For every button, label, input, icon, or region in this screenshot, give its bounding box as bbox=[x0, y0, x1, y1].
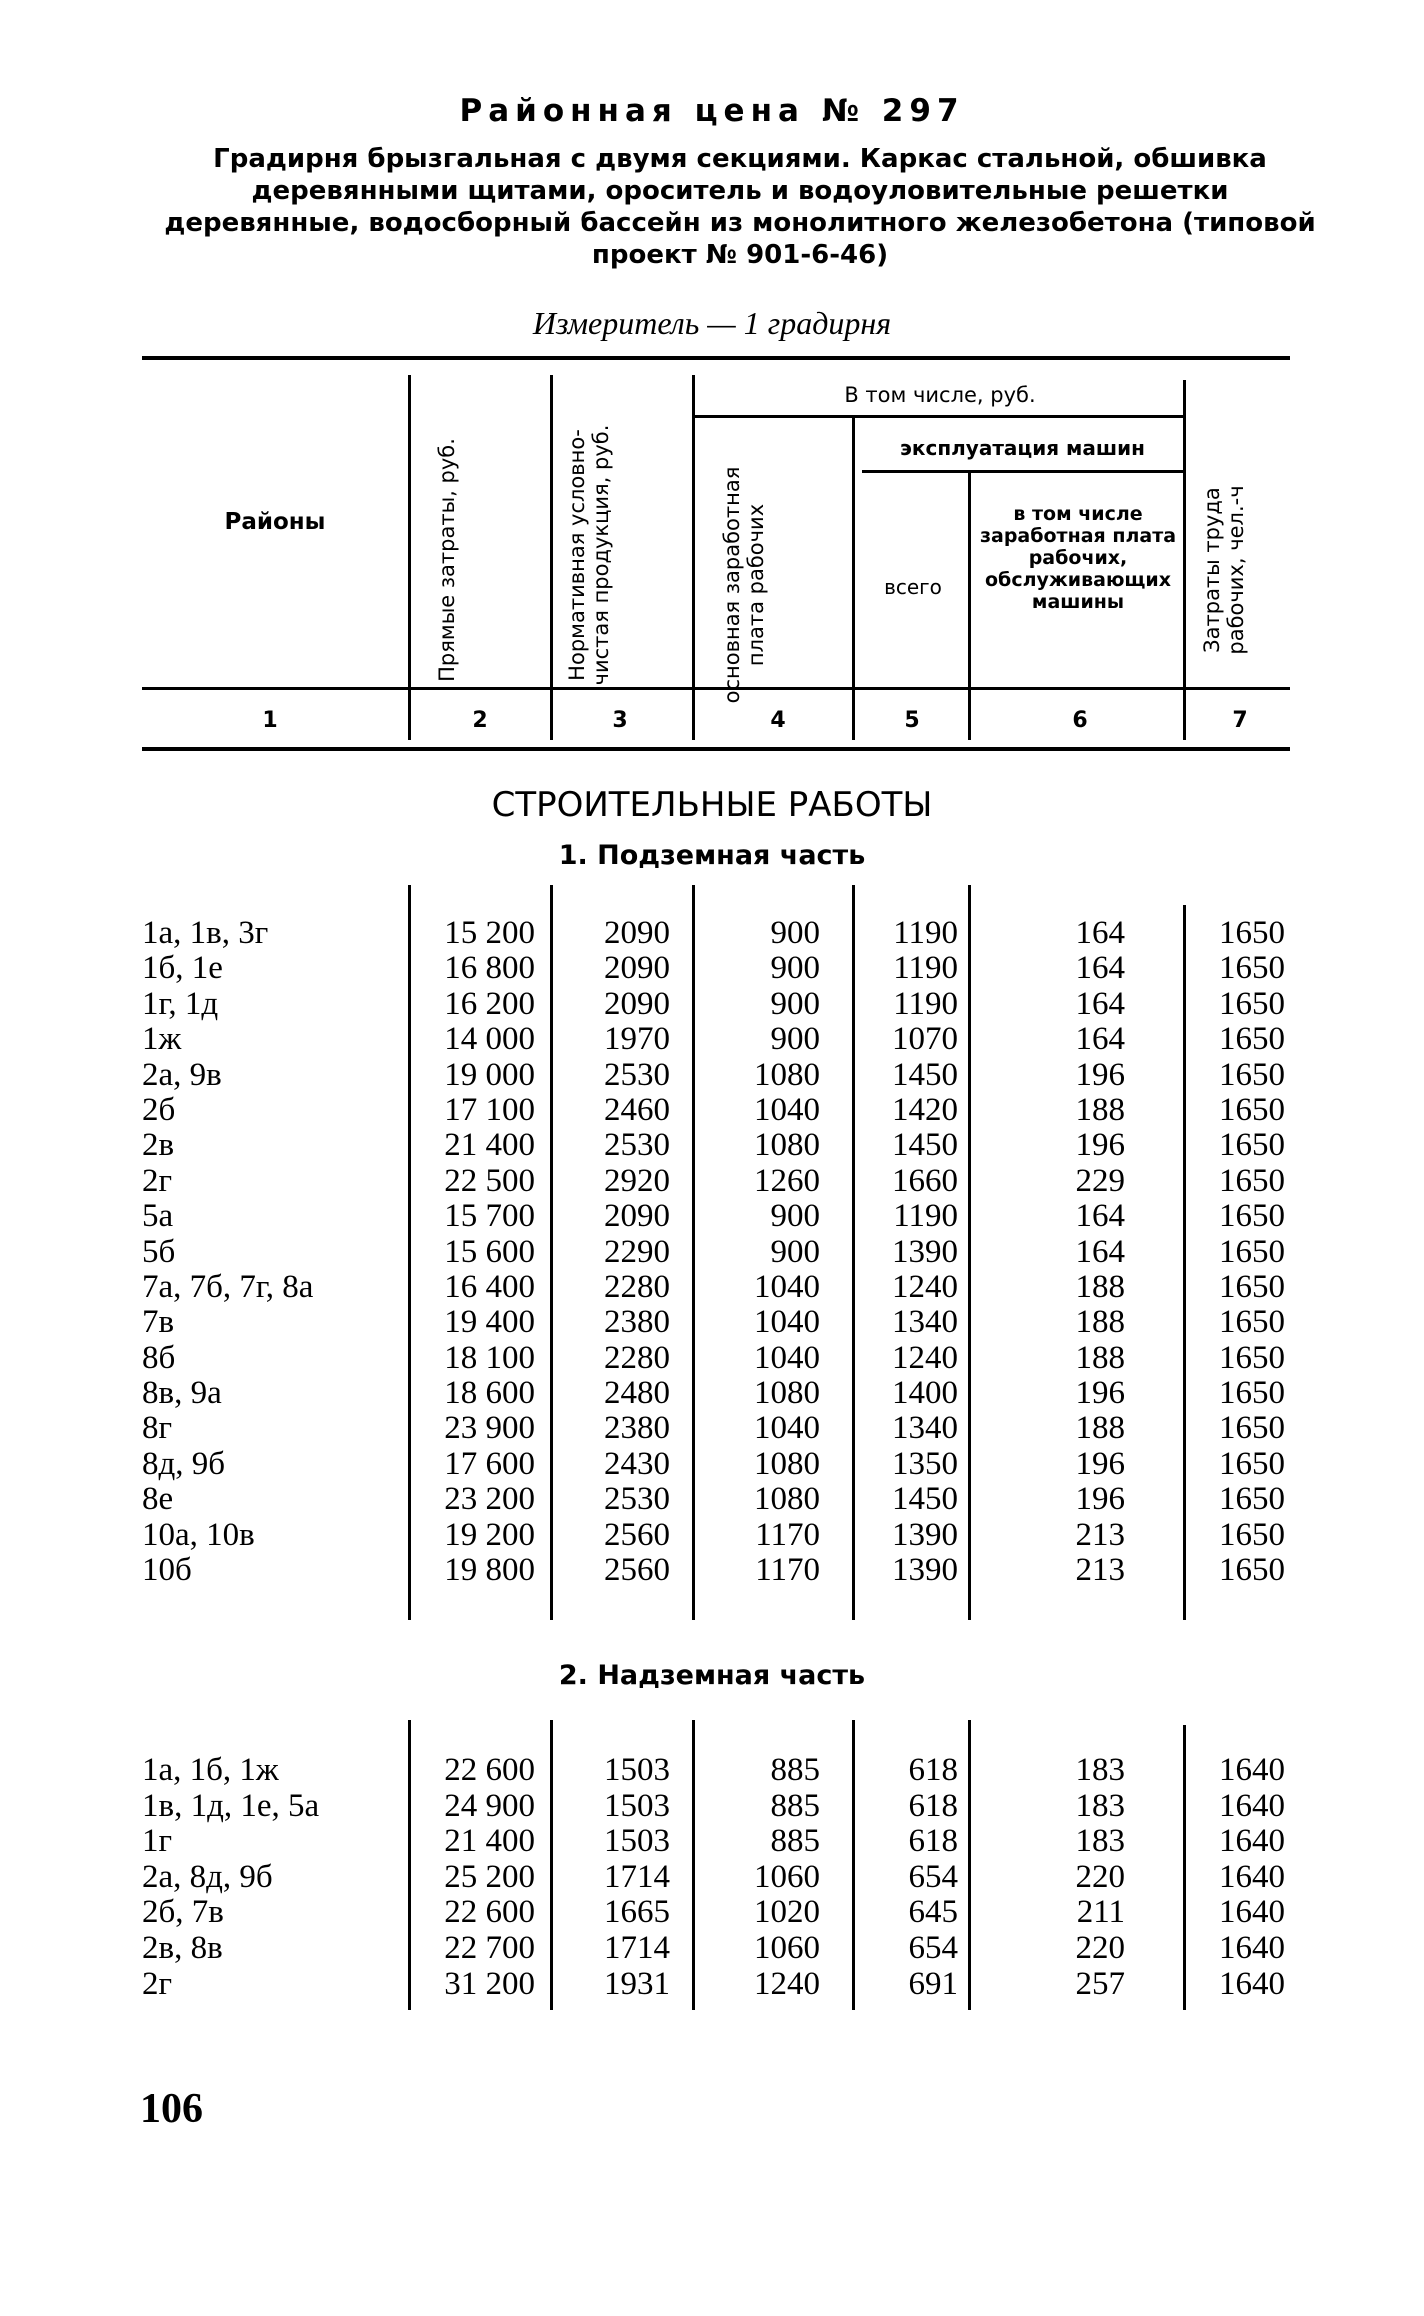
base-wage-cell: 1170 bbox=[755, 1552, 820, 1589]
base-wage-cell: 900 bbox=[770, 1198, 820, 1235]
labor-cell: 1640 bbox=[1219, 1894, 1285, 1931]
labor-cell: 1650 bbox=[1219, 1516, 1285, 1553]
table-row bbox=[0, 1553, 1424, 1588]
base-wage-cell: 885 bbox=[770, 1787, 820, 1824]
region-cell: 10б bbox=[142, 1552, 192, 1589]
machine-wage-cell: 188 bbox=[1075, 1268, 1125, 1305]
machine-total-cell: 654 bbox=[908, 1858, 958, 1895]
region-cell: 10а, 10в bbox=[142, 1516, 255, 1553]
table-row bbox=[0, 1482, 1424, 1517]
net-product-cell: 2380 bbox=[604, 1410, 670, 1447]
section-title: СТРОИТЕЛЬНЫЕ РАБОТЫ bbox=[491, 785, 933, 825]
price-title: Районная цена № 297 bbox=[459, 93, 965, 129]
header-divider bbox=[968, 473, 971, 740]
table-row bbox=[0, 951, 1424, 986]
machine-total-cell: 1240 bbox=[892, 1339, 958, 1376]
machine-rule bbox=[862, 470, 1183, 473]
net-product-cell: 2530 bbox=[604, 1056, 670, 1093]
base-wage-cell: 1080 bbox=[754, 1056, 820, 1093]
labor-cell: 1650 bbox=[1219, 1410, 1285, 1447]
base-wage-cell: 1040 bbox=[754, 1410, 820, 1447]
header-divider bbox=[852, 418, 855, 740]
machine-wage-cell: 164 bbox=[1075, 1198, 1125, 1235]
machine-total-cell: 1340 bbox=[892, 1304, 958, 1341]
base-wage-cell: 1260 bbox=[754, 1162, 820, 1199]
net-product-cell: 2280 bbox=[604, 1268, 670, 1305]
net-product-cell: 1931 bbox=[604, 1965, 670, 2002]
base-wage-cell: 1040 bbox=[754, 1339, 820, 1376]
labor-cell: 1640 bbox=[1219, 1965, 1285, 2002]
direct-costs-cell: 16 200 bbox=[444, 985, 535, 1022]
net-product-cell: 2480 bbox=[604, 1375, 670, 1412]
base-wage-cell: 900 bbox=[770, 915, 820, 951]
machine-total-cell: 1340 bbox=[892, 1410, 958, 1447]
base-wage-cell: 900 bbox=[770, 1021, 820, 1058]
table-row bbox=[0, 987, 1424, 1022]
machine-wage-cell: 220 bbox=[1075, 1929, 1125, 1966]
labor-cell: 1650 bbox=[1219, 950, 1285, 987]
direct-costs-cell: 18 600 bbox=[444, 1375, 535, 1412]
region-cell: 7в bbox=[142, 1304, 175, 1341]
net-product-cell: 2290 bbox=[604, 1233, 670, 1270]
net-product-cell: 2560 bbox=[604, 1516, 670, 1553]
direct-costs-cell: 14 000 bbox=[444, 1021, 535, 1058]
direct-costs-cell: 23 200 bbox=[444, 1481, 535, 1518]
region-cell: 1ж bbox=[142, 1021, 182, 1058]
region-cell: 7а, 7б, 7г, 8а bbox=[142, 1268, 314, 1305]
base-wage-cell: 1040 bbox=[754, 1091, 820, 1128]
direct-costs-cell: 18 100 bbox=[444, 1339, 535, 1376]
direct-costs-cell: 21 400 bbox=[444, 1127, 535, 1164]
region-cell: 1б, 1е bbox=[142, 950, 223, 987]
part2-title: 2. Надземная часть bbox=[558, 1660, 866, 1691]
direct-costs-cell: 24 900 bbox=[444, 1787, 535, 1824]
region-cell: 2г bbox=[142, 1162, 173, 1199]
table-row bbox=[0, 1058, 1424, 1093]
machine-wage-cell: 196 bbox=[1075, 1481, 1125, 1518]
column-number: 3 bbox=[612, 708, 628, 733]
machine-total-cell: 1190 bbox=[893, 915, 958, 951]
labor-cell: 1650 bbox=[1219, 1056, 1285, 1093]
base-wage-cell: 1060 bbox=[754, 1858, 820, 1895]
machine-wage-cell: 183 bbox=[1075, 1752, 1125, 1788]
direct-costs-cell: 22 600 bbox=[444, 1752, 535, 1788]
header-total: всего bbox=[884, 575, 942, 599]
machine-total-cell: 645 bbox=[908, 1894, 958, 1931]
machine-wage-cell: 183 bbox=[1075, 1823, 1125, 1860]
labor-cell: 1650 bbox=[1219, 1552, 1285, 1589]
including-rule bbox=[695, 415, 1183, 418]
table-row bbox=[0, 1447, 1424, 1482]
machine-wage-cell: 164 bbox=[1075, 950, 1125, 987]
net-product-cell: 2530 bbox=[604, 1481, 670, 1518]
table-row bbox=[0, 1895, 1424, 1931]
region-cell: 2в bbox=[142, 1127, 175, 1164]
header-divider bbox=[550, 375, 553, 740]
direct-costs-cell: 17 100 bbox=[444, 1091, 535, 1128]
labor-cell: 1640 bbox=[1219, 1787, 1285, 1824]
direct-costs-cell: 16 800 bbox=[444, 950, 535, 987]
direct-costs-cell: 19 800 bbox=[444, 1552, 535, 1589]
object-description: Градирня брызгальная с двумя секциями. Каркас стальной, обшивка деревянными щитами, ороситель и водоуловительные решетки деревянные, водосборный бассейн из монолитного железобетона (типовой проект № 901-6-46) bbox=[164, 144, 1316, 270]
base-wage-cell: 1080 bbox=[754, 1445, 820, 1482]
machine-wage-cell: 257 bbox=[1075, 1965, 1125, 2002]
net-product-cell: 1714 bbox=[604, 1858, 670, 1895]
labor-cell: 1650 bbox=[1219, 1162, 1285, 1199]
machine-total-cell: 618 bbox=[908, 1823, 958, 1860]
region-cell: 2в, 8в bbox=[142, 1929, 223, 1966]
table-row bbox=[0, 1341, 1424, 1376]
part1-table-body bbox=[0, 916, 1424, 1588]
machine-total-cell: 1240 bbox=[892, 1268, 958, 1305]
table-row bbox=[0, 1093, 1424, 1128]
machine-wage-cell: 220 bbox=[1075, 1858, 1125, 1895]
net-product-cell: 1665 bbox=[604, 1894, 670, 1931]
table-row bbox=[0, 1235, 1424, 1270]
net-product-cell: 1503 bbox=[604, 1823, 670, 1860]
direct-costs-cell: 22 500 bbox=[444, 1162, 535, 1199]
net-product-cell: 2920 bbox=[604, 1162, 670, 1199]
base-wage-cell: 900 bbox=[770, 950, 820, 987]
header-regions: Районы bbox=[224, 509, 326, 535]
base-wage-cell: 1080 bbox=[754, 1127, 820, 1164]
base-wage-cell: 1020 bbox=[754, 1894, 820, 1931]
net-product-cell: 1970 bbox=[604, 1021, 670, 1058]
net-product-cell: 2560 bbox=[604, 1552, 670, 1589]
machine-wage-cell: 188 bbox=[1075, 1339, 1125, 1376]
machine-total-cell: 1390 bbox=[892, 1516, 958, 1553]
header-direct-costs: Прямые затраты, руб. bbox=[435, 438, 459, 682]
labor-cell: 1650 bbox=[1219, 1091, 1285, 1128]
direct-costs-cell: 19 400 bbox=[444, 1304, 535, 1341]
base-wage-cell: 1040 bbox=[754, 1304, 820, 1341]
region-cell: 1г, 1д bbox=[142, 985, 219, 1022]
table-row bbox=[0, 1931, 1424, 1967]
header-machine-ops: эксплуатация машин bbox=[900, 436, 1145, 460]
direct-costs-cell: 15 700 bbox=[444, 1198, 535, 1235]
header-divider bbox=[1183, 380, 1186, 740]
machine-wage-cell: 164 bbox=[1075, 915, 1125, 951]
labor-cell: 1650 bbox=[1219, 1481, 1285, 1518]
machine-total-cell: 1660 bbox=[892, 1162, 958, 1199]
machine-wage-cell: 164 bbox=[1075, 1233, 1125, 1270]
base-wage-cell: 1060 bbox=[754, 1929, 820, 1966]
machine-total-cell: 691 bbox=[908, 1965, 958, 2002]
net-product-cell: 2090 bbox=[604, 1198, 670, 1235]
machine-wage-cell: 196 bbox=[1075, 1127, 1125, 1164]
base-wage-cell: 1080 bbox=[754, 1481, 820, 1518]
direct-costs-cell: 15 200 bbox=[444, 915, 535, 951]
column-number: 6 bbox=[1072, 708, 1088, 733]
column-number: 2 bbox=[472, 708, 488, 733]
region-cell: 2а, 8д, 9б bbox=[142, 1858, 273, 1895]
colnum-bottom-rule bbox=[142, 747, 1290, 751]
region-cell: 2а, 9в bbox=[142, 1056, 222, 1093]
labor-cell: 1650 bbox=[1219, 985, 1285, 1022]
labor-cell: 1650 bbox=[1219, 1021, 1285, 1058]
machine-wage-cell: 213 bbox=[1075, 1552, 1125, 1589]
table-row bbox=[0, 1860, 1424, 1896]
net-product-cell: 2090 bbox=[604, 915, 670, 951]
machine-total-cell: 1450 bbox=[892, 1481, 958, 1518]
labor-cell: 1650 bbox=[1219, 1445, 1285, 1482]
region-cell: 8б bbox=[142, 1339, 176, 1376]
header-bottom-rule bbox=[142, 687, 1290, 690]
machine-total-cell: 1190 bbox=[893, 1198, 958, 1235]
machine-total-cell: 1350 bbox=[892, 1445, 958, 1482]
machine-wage-cell: 183 bbox=[1075, 1787, 1125, 1824]
labor-cell: 1650 bbox=[1219, 1198, 1285, 1235]
machine-wage-cell: 213 bbox=[1075, 1516, 1125, 1553]
labor-cell: 1650 bbox=[1219, 915, 1285, 951]
part1-title: 1. Подземная часть bbox=[558, 840, 866, 871]
region-cell: 8д, 9б bbox=[142, 1445, 226, 1482]
header-labor: Затраты труда рабочих, чел.-ч bbox=[1200, 485, 1248, 655]
net-product-cell: 2530 bbox=[604, 1127, 670, 1164]
base-wage-cell: 885 bbox=[770, 1752, 820, 1788]
machine-wage-cell: 188 bbox=[1075, 1091, 1125, 1128]
table-row bbox=[0, 1128, 1424, 1163]
labor-cell: 1650 bbox=[1219, 1233, 1285, 1270]
direct-costs-cell: 21 400 bbox=[444, 1823, 535, 1860]
machine-total-cell: 1190 bbox=[893, 985, 958, 1022]
table-row bbox=[0, 1022, 1424, 1057]
machine-wage-cell: 211 bbox=[1076, 1894, 1125, 1931]
direct-costs-cell: 22 700 bbox=[444, 1929, 535, 1966]
net-product-cell: 1503 bbox=[604, 1787, 670, 1824]
machine-total-cell: 1390 bbox=[892, 1233, 958, 1270]
direct-costs-cell: 23 900 bbox=[444, 1410, 535, 1447]
net-product-cell: 2430 bbox=[604, 1445, 670, 1482]
labor-cell: 1650 bbox=[1219, 1304, 1285, 1341]
direct-costs-cell: 17 600 bbox=[444, 1445, 535, 1482]
region-cell: 1а, 1в, 3г bbox=[142, 915, 269, 951]
machine-wage-cell: 164 bbox=[1075, 1021, 1125, 1058]
table-row bbox=[0, 1164, 1424, 1199]
labor-cell: 1640 bbox=[1219, 1823, 1285, 1860]
base-wage-cell: 1040 bbox=[754, 1268, 820, 1305]
labor-cell: 1650 bbox=[1219, 1268, 1285, 1305]
machine-total-cell: 1390 bbox=[892, 1552, 958, 1589]
machine-total-cell: 618 bbox=[908, 1752, 958, 1788]
column-number: 4 bbox=[770, 708, 786, 733]
region-cell: 2б, 7в bbox=[142, 1894, 224, 1931]
direct-costs-cell: 15 600 bbox=[444, 1233, 535, 1270]
table-row bbox=[0, 1789, 1424, 1825]
table-row bbox=[0, 916, 1424, 951]
machine-wage-cell: 196 bbox=[1075, 1445, 1125, 1482]
header-divider bbox=[692, 375, 695, 740]
table-row bbox=[0, 1270, 1424, 1305]
region-cell: 8в, 9а bbox=[142, 1375, 222, 1412]
machine-total-cell: 1190 bbox=[893, 950, 958, 987]
base-wage-cell: 1240 bbox=[754, 1965, 820, 2002]
base-wage-cell: 1170 bbox=[755, 1516, 820, 1553]
page-number: 106 bbox=[140, 2086, 203, 2132]
base-wage-cell: 1080 bbox=[754, 1375, 820, 1412]
machine-wage-cell: 188 bbox=[1075, 1304, 1125, 1341]
header-net-product: Нормативная условно-чистая продукция, руб. bbox=[565, 424, 613, 686]
machine-total-cell: 618 bbox=[908, 1787, 958, 1824]
machine-wage-cell: 188 bbox=[1075, 1410, 1125, 1447]
region-cell: 8г bbox=[142, 1410, 173, 1447]
net-product-cell: 2460 bbox=[604, 1091, 670, 1128]
region-cell: 1г bbox=[142, 1823, 173, 1860]
table-row bbox=[0, 1967, 1424, 2003]
base-wage-cell: 900 bbox=[770, 985, 820, 1022]
machine-wage-cell: 229 bbox=[1075, 1162, 1125, 1199]
header-machine-wage: в том числе заработная плата рабочих, обслуживающих машины bbox=[979, 503, 1177, 613]
header-including: В том числе, руб. bbox=[844, 383, 1036, 407]
header-base-wage: основная заработная плата рабочих bbox=[720, 466, 768, 704]
direct-costs-cell: 19 000 bbox=[444, 1056, 535, 1093]
region-cell: 1в, 1д, 1е, 5а bbox=[142, 1787, 320, 1824]
machine-wage-cell: 196 bbox=[1075, 1056, 1125, 1093]
direct-costs-cell: 16 400 bbox=[444, 1268, 535, 1305]
table-row bbox=[0, 1305, 1424, 1340]
labor-cell: 1650 bbox=[1219, 1127, 1285, 1164]
machine-wage-cell: 196 bbox=[1075, 1375, 1125, 1412]
unit-of-measure: Измеритель — 1 градирня bbox=[532, 305, 892, 341]
labor-cell: 1640 bbox=[1219, 1858, 1285, 1895]
region-cell: 5а bbox=[142, 1198, 174, 1235]
table-row bbox=[0, 1753, 1424, 1789]
table-row bbox=[0, 1376, 1424, 1411]
labor-cell: 1640 bbox=[1219, 1929, 1285, 1966]
net-product-cell: 1714 bbox=[604, 1929, 670, 1966]
column-number: 7 bbox=[1232, 708, 1248, 733]
net-product-cell: 2380 bbox=[604, 1304, 670, 1341]
table-row bbox=[0, 1411, 1424, 1446]
part2-table-body bbox=[0, 1753, 1424, 2002]
direct-costs-cell: 31 200 bbox=[444, 1965, 535, 2002]
base-wage-cell: 885 bbox=[770, 1823, 820, 1860]
net-product-cell: 1503 bbox=[604, 1752, 670, 1788]
net-product-cell: 2280 bbox=[604, 1339, 670, 1376]
region-cell: 5б bbox=[142, 1233, 176, 1270]
labor-cell: 1650 bbox=[1219, 1375, 1285, 1412]
table-row bbox=[0, 1824, 1424, 1860]
direct-costs-cell: 22 600 bbox=[444, 1894, 535, 1931]
machine-total-cell: 654 bbox=[908, 1929, 958, 1966]
direct-costs-cell: 19 200 bbox=[444, 1516, 535, 1553]
machine-total-cell: 1070 bbox=[892, 1021, 958, 1058]
machine-wage-cell: 164 bbox=[1075, 985, 1125, 1022]
region-cell: 2г bbox=[142, 1965, 173, 2002]
machine-total-cell: 1450 bbox=[892, 1127, 958, 1164]
header-top-rule bbox=[142, 356, 1290, 360]
column-number: 1 bbox=[262, 708, 278, 733]
net-product-cell: 2090 bbox=[604, 985, 670, 1022]
labor-cell: 1650 bbox=[1219, 1339, 1285, 1376]
net-product-cell: 2090 bbox=[604, 950, 670, 987]
machine-total-cell: 1420 bbox=[892, 1091, 958, 1128]
machine-total-cell: 1450 bbox=[892, 1056, 958, 1093]
table-row bbox=[0, 1199, 1424, 1234]
direct-costs-cell: 25 200 bbox=[444, 1858, 535, 1895]
labor-cell: 1640 bbox=[1219, 1752, 1285, 1788]
header-divider bbox=[408, 375, 411, 740]
column-number: 5 bbox=[904, 708, 920, 733]
region-cell: 8е bbox=[142, 1481, 174, 1518]
machine-total-cell: 1400 bbox=[892, 1375, 958, 1412]
table-row bbox=[0, 1518, 1424, 1553]
region-cell: 1а, 1б, 1ж bbox=[142, 1752, 279, 1788]
region-cell: 2б bbox=[142, 1091, 176, 1128]
base-wage-cell: 900 bbox=[770, 1233, 820, 1270]
